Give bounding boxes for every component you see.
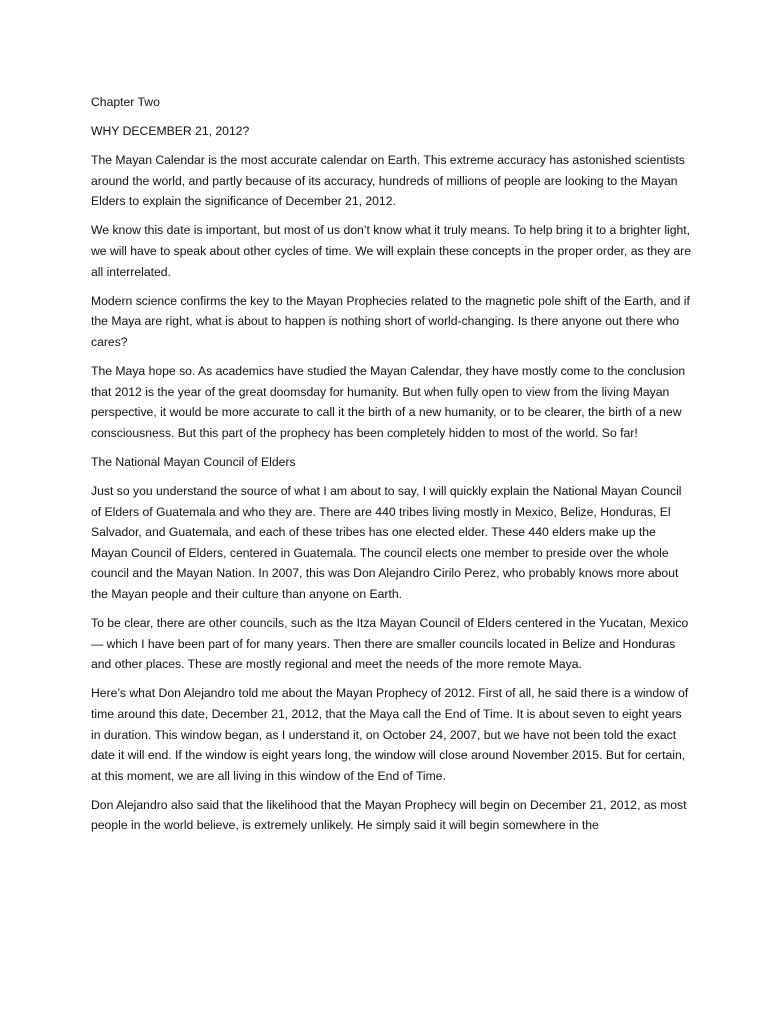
- paragraph: Just so you understand the source of what I am about to say, I will quickly explain the National Mayan Council of Elders of Guatemala and who they are. There are 440 tribes living mostly in Mexico, Belize, Honduras, El Salvador, and Guatemala, and each of these tribes has one elected elder. These 440 elders make up the Mayan Council of Elders, centered in Guatemala. The council elects one member to preside over the whole council and the Mayan Nation. In 2007, this was Don Alejandro Cirilo Perez, who probably knows more about the Mayan people and their culture than anyone on Earth.: [91, 484, 682, 601]
- paragraph: Modern science confirms the key to the Mayan Prophecies related to the magnetic pole shift of the Earth, and if the Maya are right, what is about to happen is nothing short of world-changing. Is there anyone out there who cares?: [91, 293, 690, 349]
- paragraph: The Mayan Calendar is the most accurate calendar on Earth. This extreme accuracy has astonished scientists around the world, and partly because of its accuracy, hundreds of millions of people are looking to the Mayan Elders to explain the significance of December 21, 2012.: [91, 153, 685, 209]
- paragraph: Here’s what Don Alejandro told me about the Mayan Prophecy of 2012. First of all, he said there is a window of time around this date, December 21, 2012, that the Maya call the End of Time. It is about seven to eight years in duration. This window began, as I understand it, on October 24, 2007, but we have not been told the exact date it will end. If the window is eight years long, the window will close around November 2015. But for certain, at this moment, we are all living in this window of the End of Time.: [91, 686, 689, 783]
- chapter-title: WHY DECEMBER 21, 2012?: [91, 124, 250, 139]
- section-heading: The National Mayan Council of Elders: [91, 454, 296, 469]
- paragraph: Don Alejandro also said that the likelihood that the Mayan Prophecy will begin on December 21, 2012, as most people in the world believe, is extremely unlikely. He simply said it will begin somewhere in the: [91, 797, 687, 833]
- paragraph: The Maya hope so. As academics have studied the Mayan Calendar, they have mostly come to the conclusion that 2012 is the year of the great doomsday for humanity. But when fully open to view from the living Mayan perspective, it would be more accurate to call it the birth of a new humanity, or to be clearer, the birth of a new consciousness. But this part of the prophecy has been completely hidden to most of the world. So far!: [91, 364, 686, 440]
- paragraph: To be clear, there are other councils, such as the Itza Mayan Council of Elders centered in the Yucatan, Mexico— which I have been part of for many years. Then there are smaller councils located in Belize and Honduras and other places. These are mostly regional and meet the needs of the more remote Maya.: [91, 616, 689, 672]
- document-page: [91, 92, 691, 845]
- chapter-label: Chapter Two: [91, 95, 160, 109]
- paragraph: We know this date is important, but most of us don’t know what it truly means. To help bring it to a brighter light, we will have to speak about other cycles of time. We will explain these concepts in the proper order, as they are all interrelated.: [91, 223, 691, 279]
